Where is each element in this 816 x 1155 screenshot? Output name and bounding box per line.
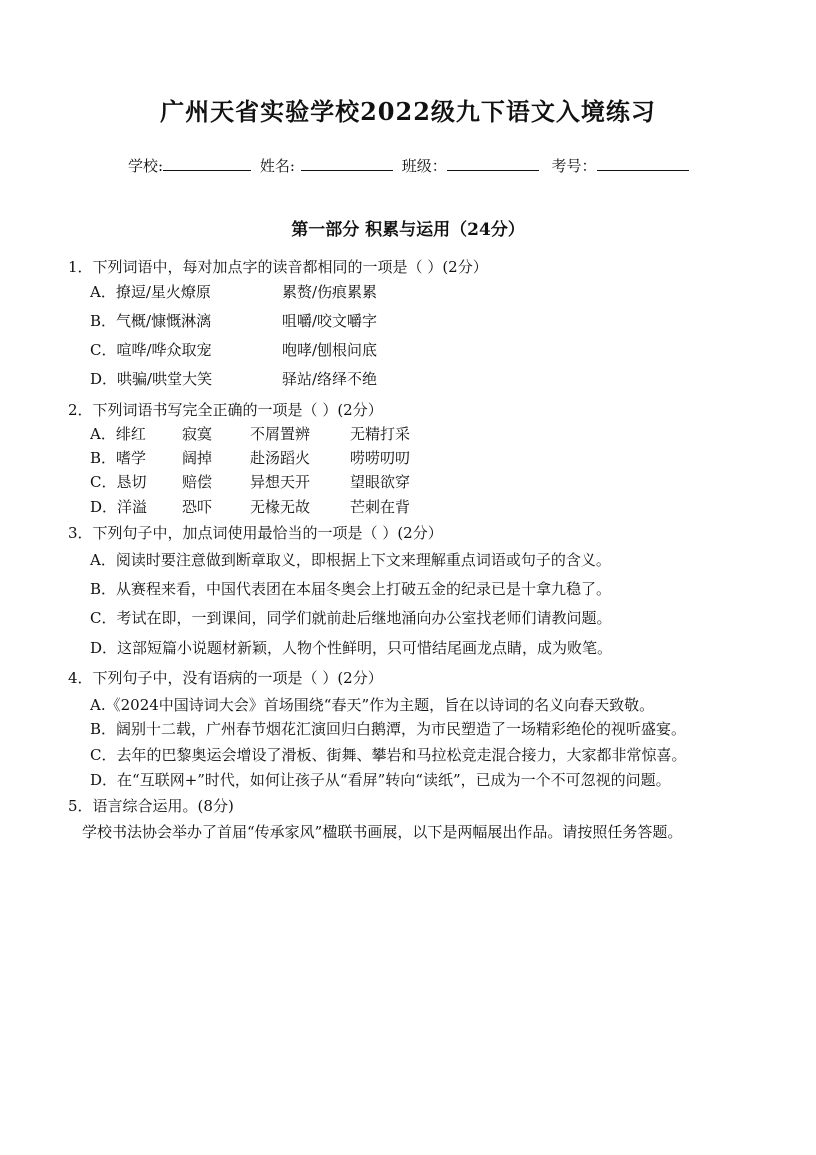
q3-option-a: A．阅读时要注意做到断章取义，即根据上下文来理解重点词语或句子的含义。 bbox=[90, 551, 611, 569]
q1-option-c-left: C．喧哗/哗众取宠 bbox=[90, 341, 212, 359]
q3-stem: 3．下列句子中，加点词使用最恰当的一项是（ ）(2分） bbox=[68, 524, 443, 542]
q5-stem: 5．语言综合运用。(8分) bbox=[68, 797, 234, 815]
q2-a-1: A．绯红 bbox=[90, 425, 146, 443]
q4-option-c: C．去年的巴黎奥运会增设了滑板、街舞、攀岩和马拉松竞走混合接力，大家都非常惊喜。 bbox=[90, 746, 687, 764]
number-blank[interactable] bbox=[597, 156, 689, 171]
q1-option-d-left: D．哄骗/哄堂大笑 bbox=[90, 370, 213, 388]
exam-title: 广州天省实验学校2022级九下语文入境练习 bbox=[160, 97, 656, 126]
school-blank[interactable] bbox=[163, 156, 251, 171]
q2-c-1: C．恳切 bbox=[90, 473, 147, 491]
q2-b-4: 唠唠叨叨 bbox=[350, 449, 411, 467]
q2-a-3: 不屑置辨 bbox=[250, 425, 311, 443]
section-heading: 第一部分 积累与运用（24分） bbox=[291, 220, 525, 240]
q2-b-3: 赴汤蹈火 bbox=[250, 449, 311, 467]
q2-c-4: 望眼欲穿 bbox=[350, 473, 411, 491]
q1-option-b-left: B．气概/慷慨淋漓 bbox=[90, 312, 212, 330]
name-blank[interactable] bbox=[301, 156, 393, 171]
q4-option-a: A.《2024中国诗词大会》首场围绕“春天”作为主题，旨在以诗词的名义向春天致敬。 bbox=[90, 696, 655, 714]
q5-body: 学校书法协会举办了首届“传承家风”楹联书画展，以下是两幅展出作品。请按照任务答题。 bbox=[82, 823, 683, 841]
q2-b-1: B．嗜学 bbox=[90, 449, 147, 467]
name-label: 姓名: bbox=[259, 157, 295, 175]
q2-d-2: 恐吓 bbox=[182, 498, 213, 516]
q2-c-3: 异想天开 bbox=[250, 473, 311, 491]
q1-stem: 1．下列词语中，每对加点字的读音都相同的一项是（ ）(2分） bbox=[68, 258, 488, 276]
q1-option-c-right: 咆哮/刨根问底 bbox=[282, 341, 378, 359]
q2-stem: 2．下列词语书写完全正确的一项是（ ）(2分） bbox=[68, 401, 383, 419]
school-label: 学校: bbox=[128, 157, 164, 175]
q1-option-a-right: 累赘/伤痕累累 bbox=[282, 283, 378, 301]
q3-option-b: B．从赛程来看，中国代表团在本届冬奥会上打破五金的纪录已是十拿九稳了。 bbox=[90, 580, 612, 598]
q1-option-b-right: 咀嚼/咬文嚼字 bbox=[282, 312, 378, 330]
q2-b-2: 阔掉 bbox=[182, 449, 213, 467]
q1-option-a-left: A．撩逗/星火燎原 bbox=[90, 283, 211, 301]
q4-stem: 4．下列句子中，没有语病的一项是（ ）(2分） bbox=[68, 669, 383, 687]
class-label: 班级： bbox=[401, 157, 447, 175]
number-label: 考号： bbox=[551, 157, 597, 175]
q4-option-b: B．阔别十二载，广州春节烟花汇演回归白鹅潭，为市民塑造了一场精彩绝伦的视听盛宴。 bbox=[90, 720, 687, 738]
q3-option-d: D．这部短篇小说题材新颖，人物个性鲜明，只可惜结尾画龙点睛，成为败笔。 bbox=[90, 639, 613, 657]
class-blank[interactable] bbox=[447, 156, 539, 171]
q2-c-2: 赔偿 bbox=[182, 473, 213, 491]
q1-option-d-right: 驿站/络绎不绝 bbox=[282, 370, 378, 388]
q2-a-4: 无精打采 bbox=[350, 425, 411, 443]
q2-a-2: 寂寞 bbox=[182, 425, 213, 443]
q3-option-c: C．考试在即，一到课间，同学们就前赴后继地涌向办公室找老师们请教问题。 bbox=[90, 609, 612, 627]
q4-option-d: D．在“互联网+”时代，如何让孩子从“看屏”转向“读纸”，已成为一个不可忽视的问题。 bbox=[90, 771, 671, 789]
q2-d-4: 芒刺在背 bbox=[350, 498, 411, 516]
student-info-row bbox=[128, 155, 693, 176]
q2-d-1: D．洋溢 bbox=[90, 498, 148, 516]
q2-d-3: 无椽无故 bbox=[250, 498, 311, 516]
